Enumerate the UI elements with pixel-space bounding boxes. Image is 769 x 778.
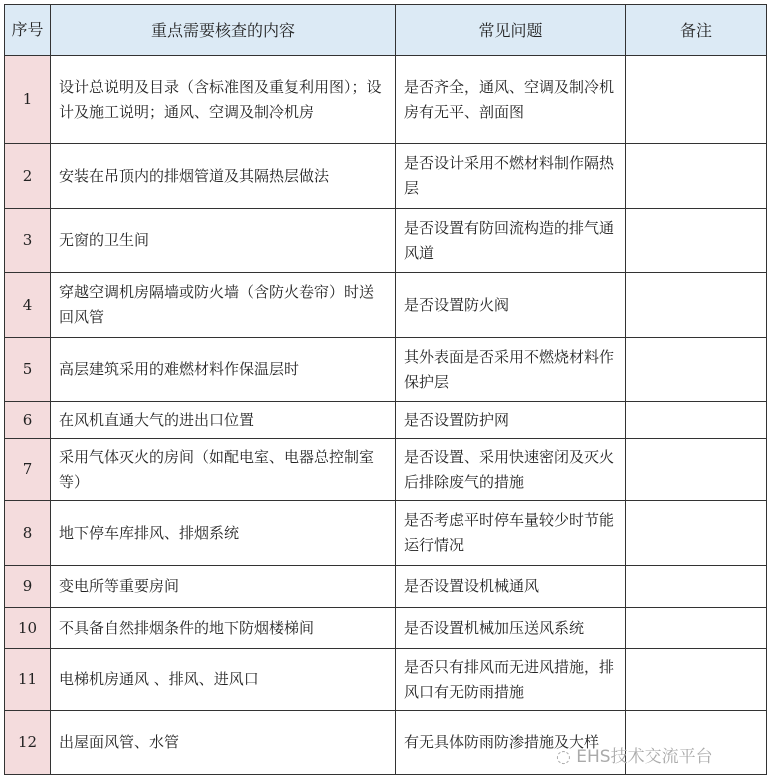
cell-content: 出屋面风管、水管 bbox=[51, 711, 396, 775]
cell-note bbox=[626, 402, 767, 439]
cell-no: 6 bbox=[5, 402, 51, 439]
table-row bbox=[5, 402, 767, 439]
cell-content: 采用气体灭火的房间（如配电室、电器总控制室等） bbox=[51, 439, 396, 501]
cell-problem: 是否设置防护网 bbox=[396, 402, 626, 439]
cell-problem: 是否齐全，通风、空调及制冷机房有无平、剖面图 bbox=[396, 56, 626, 144]
cell-content: 不具备自然排烟条件的地下防烟楼梯间 bbox=[51, 608, 396, 649]
cell-problem: 是否设计采用不燃材料制作隔热层 bbox=[396, 144, 626, 209]
wechat-icon: ◌ bbox=[556, 747, 577, 767]
cell-problem: 是否只有排风而无进风措施，排风口有无防雨措施 bbox=[396, 649, 626, 711]
cell-problem: 有无具体防雨防渗措施及大样 bbox=[396, 711, 626, 775]
cell-no: 12 bbox=[5, 711, 51, 775]
cell-note bbox=[626, 144, 767, 209]
cell-no: 3 bbox=[5, 209, 51, 273]
table-row bbox=[5, 338, 767, 402]
header-row bbox=[5, 5, 767, 56]
review-table bbox=[4, 4, 767, 775]
cell-no: 4 bbox=[5, 273, 51, 338]
cell-no: 2 bbox=[5, 144, 51, 209]
cell-content: 无窗的卫生间 bbox=[51, 209, 396, 273]
table-row bbox=[5, 649, 767, 711]
table-row bbox=[5, 56, 767, 144]
cell-note bbox=[626, 439, 767, 501]
cell-content: 电梯机房通风 、排风、进风口 bbox=[51, 649, 396, 711]
cell-no: 5 bbox=[5, 338, 51, 402]
cell-no: 7 bbox=[5, 439, 51, 501]
cell-problem: 是否考虑平时停车量较少时节能运行情况 bbox=[396, 501, 626, 566]
header-content: 重点需要核查的内容 bbox=[51, 5, 396, 56]
cell-no: 8 bbox=[5, 501, 51, 566]
cell-problem: 是否设置机械加压送风系统 bbox=[396, 608, 626, 649]
header-note: 备注 bbox=[626, 5, 767, 56]
cell-no: 9 bbox=[5, 566, 51, 608]
cell-note bbox=[626, 56, 767, 144]
cell-note bbox=[626, 649, 767, 711]
table-row bbox=[5, 501, 767, 566]
table-row bbox=[5, 209, 767, 273]
table-row bbox=[5, 439, 767, 501]
cell-note bbox=[626, 608, 767, 649]
table-row bbox=[5, 566, 767, 608]
cell-note bbox=[626, 338, 767, 402]
header-no: 序号 bbox=[5, 5, 51, 56]
cell-note bbox=[626, 209, 767, 273]
cell-problem: 是否设置设机械通风 bbox=[396, 566, 626, 608]
cell-content: 设计总说明及目录（含标准图及重复利用图）；设计及施工说明；通风、空调及制冷机房 bbox=[51, 56, 396, 144]
cell-content: 高层建筑采用的难燃材料作保温层时 bbox=[51, 338, 396, 402]
cell-no: 11 bbox=[5, 649, 51, 711]
cell-note bbox=[626, 273, 767, 338]
cell-problem: 其外表面是否采用不燃烧材料作保护层 bbox=[396, 338, 626, 402]
cell-no: 10 bbox=[5, 608, 51, 649]
table-row bbox=[5, 273, 767, 338]
cell-content: 变电所等重要房间 bbox=[51, 566, 396, 608]
table-row bbox=[5, 144, 767, 209]
cell-content: 地下停车库排风、排烟系统 bbox=[51, 501, 396, 566]
table-row bbox=[5, 608, 767, 649]
cell-note bbox=[626, 501, 767, 566]
header-problem: 常见问题 bbox=[396, 5, 626, 56]
cell-no: 1 bbox=[5, 56, 51, 144]
cell-problem: 是否设置、采用快速密闭及灭火后排除废气的措施 bbox=[396, 439, 626, 501]
cell-content: 安装在吊顶内的排烟管道及其隔热层做法 bbox=[51, 144, 396, 209]
cell-problem: 是否设置有防回流构造的排气通风道 bbox=[396, 209, 626, 273]
cell-problem: 是否设置防火阀 bbox=[396, 273, 626, 338]
cell-content: 穿越空调机房隔墙或防火墙（含防火卷帘）时送回风管 bbox=[51, 273, 396, 338]
watermark: ◌ EHS技术交流平台 bbox=[556, 747, 713, 767]
cell-content: 在风机直通大气的进出口位置 bbox=[51, 402, 396, 439]
cell-note bbox=[626, 566, 767, 608]
